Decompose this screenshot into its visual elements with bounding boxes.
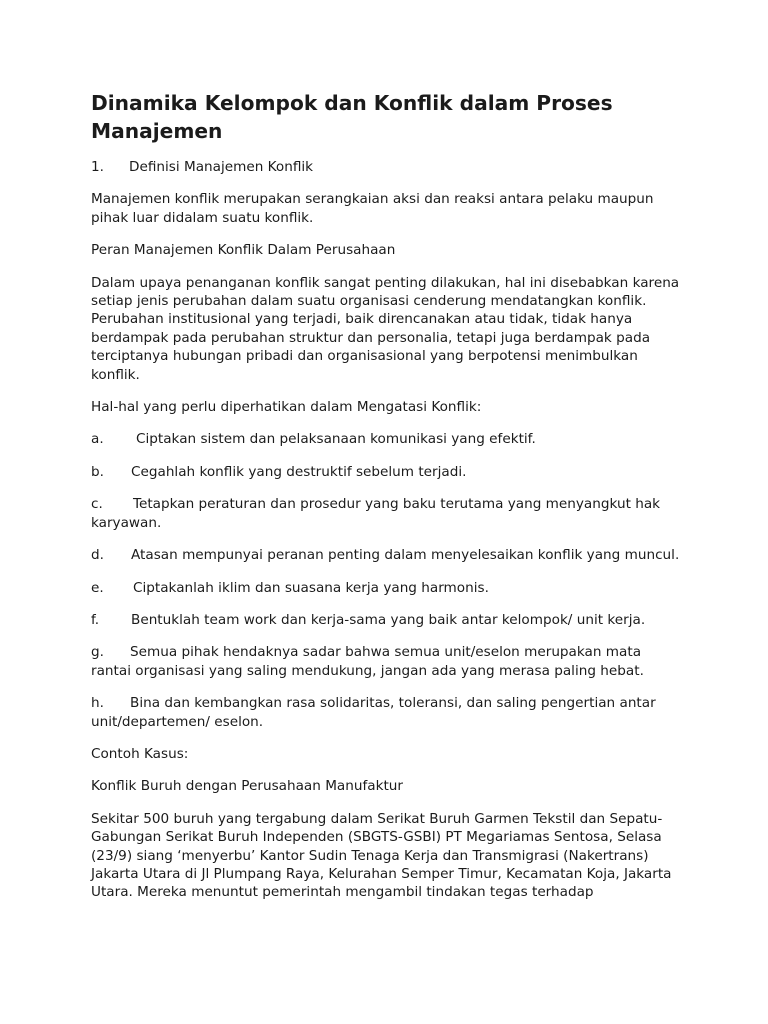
case-paragraph: Sekitar 500 buruh yang tergabung dalam Serikat Buruh Garmen Tekstil dan Sepatu-Gabungan Serikat Buruh Independen (SBGTS-GSBI) PT Megariamas Sentosa, Selasa (23/9) siang ‘menyerbu’ Kantor Sudin Tenaga Kerja dan Transmigrasi (Nakertrans) Jakarta Utara di Jl Plumpang Raya, Kelurahan Semper Timur, Kecamatan Koja, Jakarta Utara. Mereka menuntut pemerintah mengambil tindakan tegas terhadap xyxy=(91,810,672,901)
list-marker: c. xyxy=(91,496,103,513)
list-item xyxy=(91,546,681,564)
document-title: Dinamika Kelompok dan Konflik dalam Proses Manajemen xyxy=(91,91,613,143)
list-item xyxy=(91,694,681,731)
list-marker: a. xyxy=(91,431,104,448)
list-marker: b. xyxy=(91,463,104,480)
list-item-text: Atasan mempunyai peranan penting dalam menyelesaikan konflik yang muncul. xyxy=(131,547,680,564)
list-item-text: Tetapkan peraturan dan prosedur yang baku terutama yang menyangkut hak karyawan. xyxy=(91,496,661,531)
list-item xyxy=(91,611,681,629)
list-item-text: Bentuklah team work dan kerja-sama yang baik antar kelompok/ unit kerja. xyxy=(131,611,646,628)
list-marker: d. xyxy=(91,547,104,564)
list-intro: Hal-hal yang perlu diperhatikan dalam Mengatasi Konflik: xyxy=(91,399,482,416)
section-heading xyxy=(91,158,681,176)
list-item-text: Ciptakan sistem dan pelaksanaan komunikasi yang efektif. xyxy=(136,431,536,448)
list-item-text: Cegahlah konflik yang destruktif sebelum terjadi. xyxy=(131,463,467,480)
list-marker: g. xyxy=(91,644,104,661)
list-item-text: Ciptakanlah iklim dan suasana kerja yang harmonis. xyxy=(133,579,489,596)
document-page xyxy=(91,90,681,916)
list-item xyxy=(91,495,681,532)
list-item xyxy=(91,430,681,448)
section-number: 1. xyxy=(91,159,104,175)
list-item-text: Bina dan kembangkan rasa solidaritas, toleransi, dan saling pengertian antar unit/departemen/ eselon. xyxy=(91,695,656,730)
list-marker: f. xyxy=(91,611,100,628)
definition-paragraph: Manajemen konflik merupakan serangkaian aksi dan reaksi antara pelaku maupun pihak luar didalam suatu konflik. xyxy=(91,191,654,226)
role-heading: Peran Manajemen Konflik Dalam Perusahaan xyxy=(91,242,396,259)
list-item xyxy=(91,463,681,481)
list-item xyxy=(91,579,681,597)
section-heading-text: Definisi Manajemen Konflik xyxy=(129,159,314,175)
list-item-text: Semua pihak hendaknya sadar bahwa semua unit/eselon merupakan mata rantai organisasi yang saling mendukung, jangan ada yang merasa paling hebat. xyxy=(91,644,644,679)
case-title: Konflik Buruh dengan Perusahaan Manufaktur xyxy=(91,778,404,795)
list-marker: e. xyxy=(91,579,104,596)
case-heading: Contoh Kasus: xyxy=(91,745,189,762)
list-item xyxy=(91,643,681,680)
list-marker: h. xyxy=(91,695,104,712)
role-paragraph: Dalam upaya penanganan konflik sangat penting dilakukan, hal ini disebabkan karena setiap jenis perubahan dalam suatu organisasi cenderung mendatangkan konflik. Perubahan institusional yang terjadi, baik direncanakan atau tidak, tidak hanya berdampak pada perubahan struktur dan personalia, tetapi juga berdampak pada terciptanya hubungan pribadi dan organisasional yang berpotensi menimbulkan konflik. xyxy=(91,274,680,383)
